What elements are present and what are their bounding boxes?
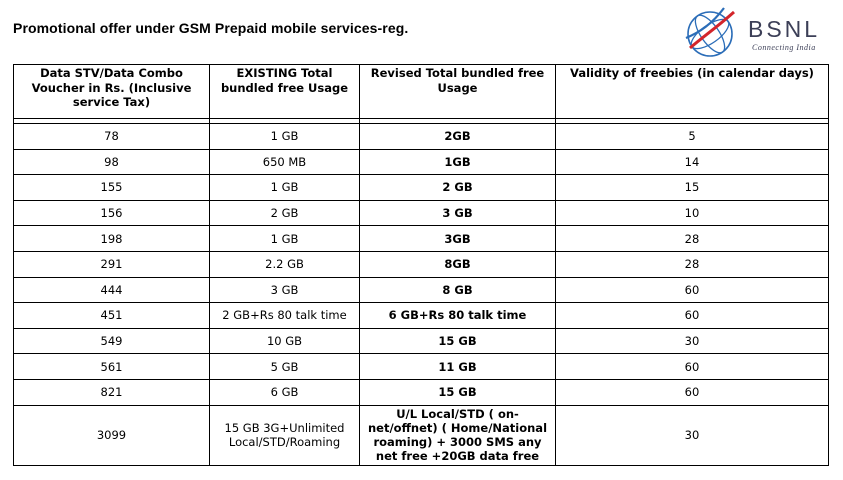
table-row: [14, 354, 829, 380]
cell-price: 78: [14, 124, 210, 150]
cell-validity: 30: [556, 405, 829, 465]
logo-tagline: Connecting India: [752, 43, 816, 52]
table-row: [14, 303, 829, 329]
cell-existing: 6 GB: [210, 379, 360, 405]
cell-price: 3099: [14, 405, 210, 465]
cell-price: 821: [14, 379, 210, 405]
cell-price: 561: [14, 354, 210, 380]
cell-price: 549: [14, 328, 210, 354]
cell-revised: 3GB: [360, 226, 556, 252]
table-row: [14, 226, 829, 252]
table-row: [14, 251, 829, 277]
table-row: [14, 149, 829, 175]
cell-validity: 60: [556, 303, 829, 329]
cell-revised: U/L Local/STD ( on-net/offnet) ( Home/National roaming) + 3000 SMS any net free +20GB data free: [360, 405, 556, 465]
table-row: [14, 277, 829, 303]
cell-validity: 14: [556, 149, 829, 175]
table-row: [14, 405, 829, 465]
cell-revised: 1GB: [360, 149, 556, 175]
cell-validity: 30: [556, 328, 829, 354]
cell-existing: 5 GB: [210, 354, 360, 380]
header-revised: Revised Total bundled free Usage: [360, 65, 556, 119]
cell-revised: 8 GB: [360, 277, 556, 303]
cell-validity: 28: [556, 251, 829, 277]
table-header-row: [14, 65, 829, 119]
cell-revised: 15 GB: [360, 379, 556, 405]
cell-existing: 1 GB: [210, 226, 360, 252]
table-row: [14, 124, 829, 150]
offer-table: [13, 64, 829, 466]
table-row: [14, 328, 829, 354]
header-price: Data STV/Data Combo Voucher in Rs. (Inclusive service Tax): [14, 65, 210, 119]
cell-existing: 15 GB 3G+Unlimited Local/STD/Roaming: [210, 405, 360, 465]
cell-validity: 60: [556, 379, 829, 405]
cell-existing: 3 GB: [210, 277, 360, 303]
cell-price: 291: [14, 251, 210, 277]
cell-validity: 60: [556, 277, 829, 303]
cell-price: 198: [14, 226, 210, 252]
cell-existing: 2 GB: [210, 200, 360, 226]
cell-validity: 28: [556, 226, 829, 252]
table-row: [14, 200, 829, 226]
cell-revised: 6 GB+Rs 80 talk time: [360, 303, 556, 329]
cell-validity: 15: [556, 175, 829, 201]
logo-name: BSNL: [748, 16, 821, 42]
cell-existing: 650 MB: [210, 149, 360, 175]
cell-existing: 10 GB: [210, 328, 360, 354]
cell-validity: 60: [556, 354, 829, 380]
table-row: [14, 175, 829, 201]
page-title: Promotional offer under GSM Prepaid mobile services-reg.: [13, 20, 409, 36]
cell-revised: 15 GB: [360, 328, 556, 354]
cell-revised: 3 GB: [360, 200, 556, 226]
cell-existing: 2 GB+Rs 80 talk time: [210, 303, 360, 329]
cell-validity: 5: [556, 124, 829, 150]
table-row: [14, 379, 829, 405]
cell-revised: 2 GB: [360, 175, 556, 201]
cell-revised: 11 GB: [360, 354, 556, 380]
header-validity: Validity of freebies (in calendar days): [556, 65, 829, 119]
cell-price: 444: [14, 277, 210, 303]
cell-price: 451: [14, 303, 210, 329]
cell-existing: 1 GB: [210, 124, 360, 150]
cell-validity: 10: [556, 200, 829, 226]
cell-price: 156: [14, 200, 210, 226]
cell-existing: 2.2 GB: [210, 251, 360, 277]
cell-revised: 2GB: [360, 124, 556, 150]
cell-price: 98: [14, 149, 210, 175]
cell-revised: 8GB: [360, 251, 556, 277]
cell-price: 155: [14, 175, 210, 201]
header-existing: EXISTING Total bundled free Usage: [210, 65, 360, 119]
cell-existing: 1 GB: [210, 175, 360, 201]
